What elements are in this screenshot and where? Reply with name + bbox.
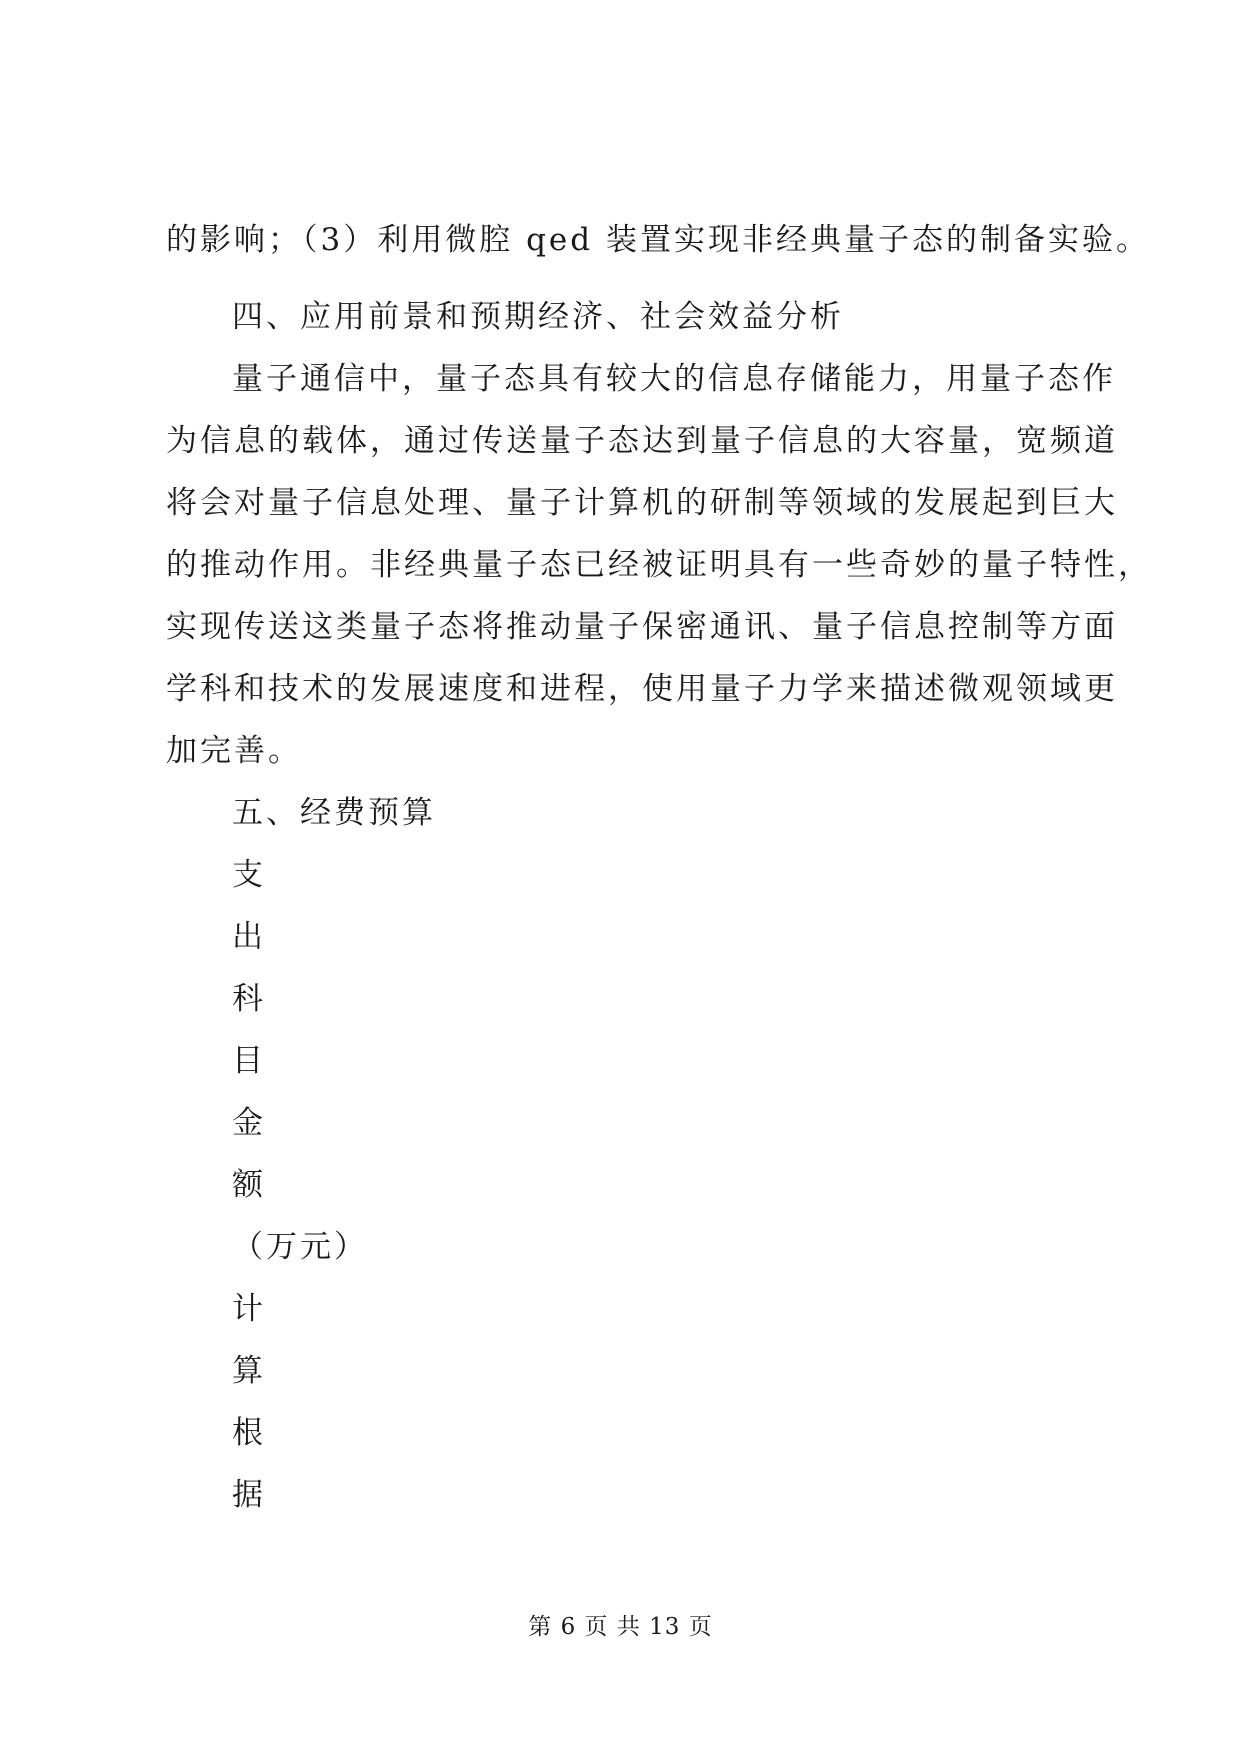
section-4-heading: 四、应用前景和预期经济、社会效益分析 <box>232 299 844 335</box>
budget-column-char: 出 <box>232 919 266 955</box>
paragraph-line: 的推动作用。非经典量子态已经被证明具有一些奇妙的量子特性， <box>166 547 1152 583</box>
budget-column-char: 据 <box>232 1477 266 1513</box>
page-number-footer: 第 6 页 共 13 页 <box>528 1614 713 1640</box>
paragraph-line: 学科和技术的发展速度和进程，使用量子力学来描述微观领域更 <box>166 671 1118 707</box>
continuation-line: 的影响；（3）利用微腔 qed 装置实现非经典量子态的制备实验。 <box>166 222 1150 258</box>
budget-column-char: 科 <box>232 981 266 1017</box>
budget-column-char: 根 <box>232 1415 266 1451</box>
paragraph-line: 加完善。 <box>166 733 302 769</box>
paragraph-line: 将会对量子信息处理、量子计算机的研制等领域的发展起到巨大 <box>166 485 1118 521</box>
budget-column-char: 计 <box>232 1291 266 1327</box>
section-5-heading: 五、经费预算 <box>232 795 436 831</box>
budget-unit-label: （万元） <box>232 1229 368 1265</box>
budget-column-char: 支 <box>232 857 266 893</box>
budget-column-char: 金 <box>232 1105 266 1141</box>
paragraph-line: 量子通信中，量子态具有较大的信息存储能力，用量子态作 <box>232 361 1116 397</box>
budget-column-char: 额 <box>232 1167 266 1203</box>
paragraph-line: 为信息的载体，通过传送量子态达到量子信息的大容量，宽频道 <box>166 423 1118 459</box>
budget-column-char: 目 <box>232 1043 266 1079</box>
paragraph-line: 实现传送这类量子态将推动量子保密通讯、量子信息控制等方面 <box>166 609 1118 645</box>
budget-column-char: 算 <box>232 1353 266 1389</box>
